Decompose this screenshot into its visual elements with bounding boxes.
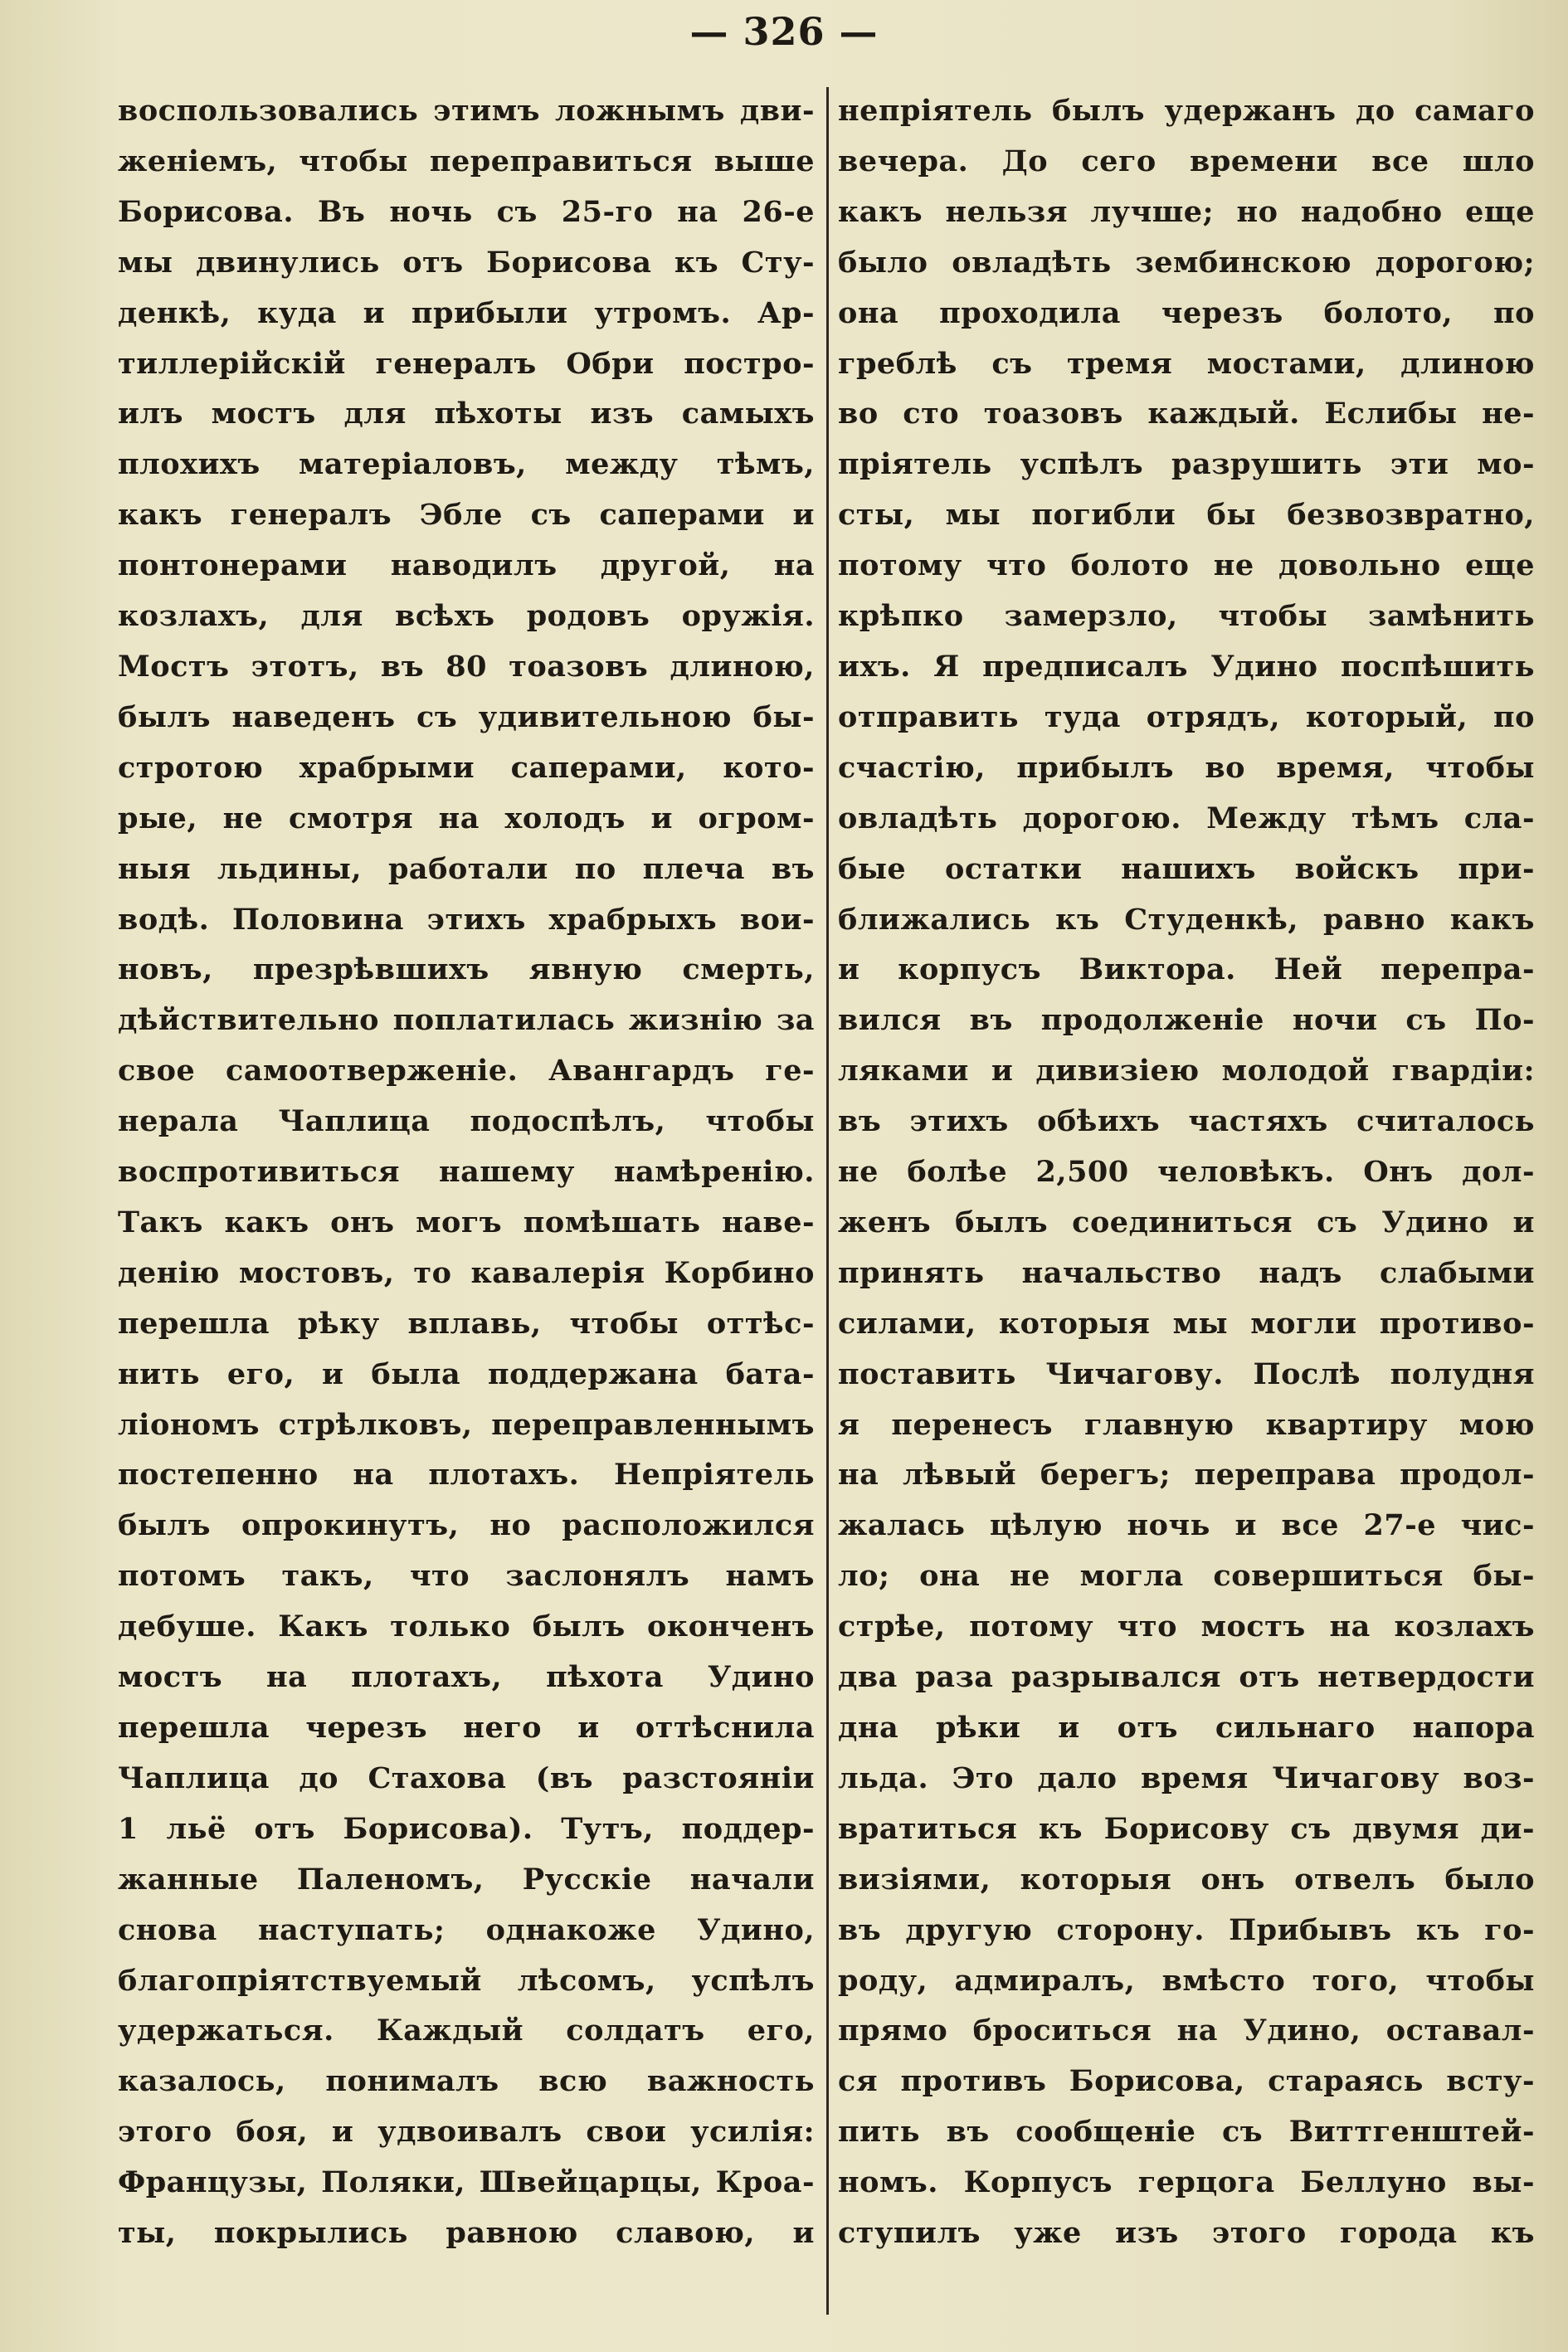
text-line: сты, мы погибли бы безвозвратно,: [838, 498, 1535, 533]
text-line: визіями, которыя онъ отвелъ было: [838, 1862, 1535, 1897]
text-line: ты, покрылись равною славою, и: [118, 2216, 815, 2251]
text-line: тиллерійскій генералъ Обри постро-: [118, 346, 815, 381]
text-line: дна рѣки и отъ сильнаго напора: [838, 1711, 1535, 1745]
text-line: льда. Это дало время Чичагову воз-: [838, 1760, 1535, 1795]
text-line: бые остатки нашихъ войскъ при-: [838, 851, 1535, 886]
text-line: денкѣ, куда и прибыли утромъ. Ар-: [118, 295, 815, 330]
text-line: дѣйствительно поплатилась жизнію за: [118, 1003, 815, 1038]
text-line: вился въ продолженіе ночи съ По-: [838, 1003, 1535, 1038]
text-line: перешла рѣку вплавь, чтобы оттѣс-: [118, 1306, 815, 1341]
text-line: ліономъ стрѣлковъ, переправленнымъ: [118, 1407, 815, 1442]
text-line: дебуше. Какъ только былъ оконченъ: [118, 1609, 815, 1644]
text-line: силами, которыя мы могли противо-: [838, 1306, 1535, 1341]
text-line: какъ генералъ Эбле съ саперами и: [118, 498, 815, 533]
text-line: роду, адмиралъ, вмѣсто того, чтобы: [838, 1963, 1535, 1998]
text-line: этого боя, и удвоивалъ свои усилія:: [118, 2115, 815, 2150]
text-line: на лѣвый берегъ; переправа продол-: [838, 1458, 1535, 1493]
text-line: илъ мостъ для пѣхоты изъ самыхъ: [118, 397, 815, 431]
text-line: нерала Чаплица подоспѣлъ, чтобы: [118, 1104, 815, 1139]
text-line: Борисова. Въ ночь съ 25-го на 26-е: [118, 194, 815, 229]
text-line: пить въ сообщеніе съ Виттгенштей-: [838, 2115, 1535, 2150]
text-line: прямо броситься на Удино, оставал-: [838, 2014, 1535, 2048]
text-line: поставить Чичагову. Послѣ полудня: [838, 1356, 1535, 1391]
text-line: былъ наведенъ съ удивительною бы-: [118, 699, 815, 734]
text-line: свое самоотверженіе. Авангардъ ге-: [118, 1054, 815, 1088]
text-line: благопріятствуемый лѣсомъ, успѣлъ: [118, 1963, 815, 1998]
text-line: постепенно на плотахъ. Непріятель: [118, 1458, 815, 1493]
page-number: — 326 —: [689, 9, 879, 54]
text-line: ближались къ Студенкѣ, равно какъ: [838, 902, 1535, 937]
text-line: женіемъ, чтобы переправиться выше: [118, 144, 815, 178]
text-line: во сто тоазовъ каждый. Еслибы не-: [838, 397, 1535, 431]
text-line: непріятель былъ удержанъ до самаго: [838, 94, 1535, 128]
text-line: козлахъ, для всѣхъ родовъ оружія.: [118, 599, 815, 634]
text-line: я перенесъ главную квартиру мою: [838, 1407, 1535, 1442]
text-line: было овладѣть зембинскою дорогою;: [838, 245, 1535, 280]
text-line: мостъ на плотахъ, пѣхота Удино: [118, 1660, 815, 1695]
text-line: денію мостовъ, то кавалерія Корбино: [118, 1255, 815, 1290]
text-line: ныя льдины, работали по плеча въ: [118, 851, 815, 886]
text-line: въ другую сторону. Прибывъ къ го-: [838, 1912, 1535, 1947]
text-line: ихъ. Я предписалъ Удино поспѣшить: [838, 649, 1535, 684]
text-line: въ этихъ обѣихъ частяхъ считалось: [838, 1104, 1535, 1139]
text-line: принять начальство надъ слабыми: [838, 1255, 1535, 1290]
text-line: Мостъ этотъ, въ 80 тоазовъ длиною,: [118, 649, 815, 684]
text-line: какъ нельзя лучше; но надобно еще: [838, 194, 1535, 229]
text-line: 1 льё отъ Борисова). Тутъ, поддер-: [118, 1811, 815, 1846]
text-line: и корпусъ Виктора. Ней перепра-: [838, 952, 1535, 987]
text-line: водѣ. Половина этихъ храбрыхъ вои-: [118, 902, 815, 937]
text-line: рые, не смотря на холодъ и огром-: [118, 801, 815, 835]
text-line: жалась цѣлую ночь и все 27-е чис-: [838, 1508, 1535, 1543]
text-line: ся противъ Борисова, стараясь всту-: [838, 2064, 1535, 2099]
text-line: понтонерами наводилъ другой, на: [118, 548, 815, 583]
text-line: плохихъ матеріаловъ, между тѣмъ,: [118, 447, 815, 482]
text-line: перешла черезъ него и оттѣснила: [118, 1711, 815, 1745]
text-line: воспротивиться нашему намѣренію.: [118, 1155, 815, 1190]
text-line: она проходила черезъ болото, по: [838, 295, 1535, 330]
text-line: снова наступать; однакоже Удино,: [118, 1912, 815, 1947]
text-line: овладѣть дорогою. Между тѣмъ сла-: [838, 801, 1535, 835]
text-line: отправить туда отрядъ, который, по: [838, 699, 1535, 734]
text-line: ляками и дивизіею молодой гвардіи:: [838, 1054, 1535, 1088]
text-line: женъ былъ соединиться съ Удино и: [838, 1205, 1535, 1239]
text-line: счастію, прибылъ во время, чтобы: [838, 750, 1535, 785]
text-line: потому что болото не довольно еще: [838, 548, 1535, 583]
text-line: новъ, презрѣвшихъ явную смерть,: [118, 952, 815, 987]
text-line: греблѣ съ тремя мостами, длиною: [838, 346, 1535, 381]
left-text-column: [118, 86, 815, 2259]
text-line: Французы, Поляки, Швейцарцы, Кроа-: [118, 2165, 815, 2200]
text-line: жанные Паленомъ, Русскіе начали: [118, 1862, 815, 1897]
text-line: стрѣе, потому что мостъ на козлахъ: [838, 1609, 1535, 1644]
text-line: два раза разрывался отъ нетвердости: [838, 1660, 1535, 1695]
text-line: воспользовались этимъ ложнымъ дви-: [118, 94, 815, 128]
text-line: ступилъ уже изъ этого города къ: [838, 2216, 1535, 2251]
right-text-column: [838, 86, 1535, 2259]
text-line: былъ опрокинутъ, но расположился: [118, 1508, 815, 1543]
text-line: вечера. До сего времени все шло: [838, 144, 1535, 178]
column-divider: [826, 87, 829, 2315]
text-line: казалось, понималъ всю важность: [118, 2064, 815, 2099]
text-line: номъ. Корпусъ герцога Беллуно вы-: [838, 2165, 1535, 2200]
text-line: стротою храбрыми саперами, кото-: [118, 750, 815, 785]
text-line: крѣпко замерзло, чтобы замѣнить: [838, 599, 1535, 634]
text-line: пріятель успѣлъ разрушить эти мо-: [838, 447, 1535, 482]
text-line: ло; она не могла совершиться бы-: [838, 1559, 1535, 1594]
text-line: потомъ такъ, что заслонялъ намъ: [118, 1559, 815, 1594]
text-line: Чаплица до Стахова (въ разстояніи: [118, 1760, 815, 1795]
text-line: удержаться. Каждый солдатъ его,: [118, 2014, 815, 2048]
text-line: нить его, и была поддержана бата-: [118, 1356, 815, 1391]
text-line: Такъ какъ онъ могъ помѣшать наве-: [118, 1205, 815, 1239]
text-line: мы двинулись отъ Борисова къ Сту-: [118, 245, 815, 280]
text-line: не болѣе 2,500 человѣкъ. Онъ дол-: [838, 1155, 1535, 1190]
text-line: вратиться къ Борисову съ двумя ди-: [838, 1811, 1535, 1846]
